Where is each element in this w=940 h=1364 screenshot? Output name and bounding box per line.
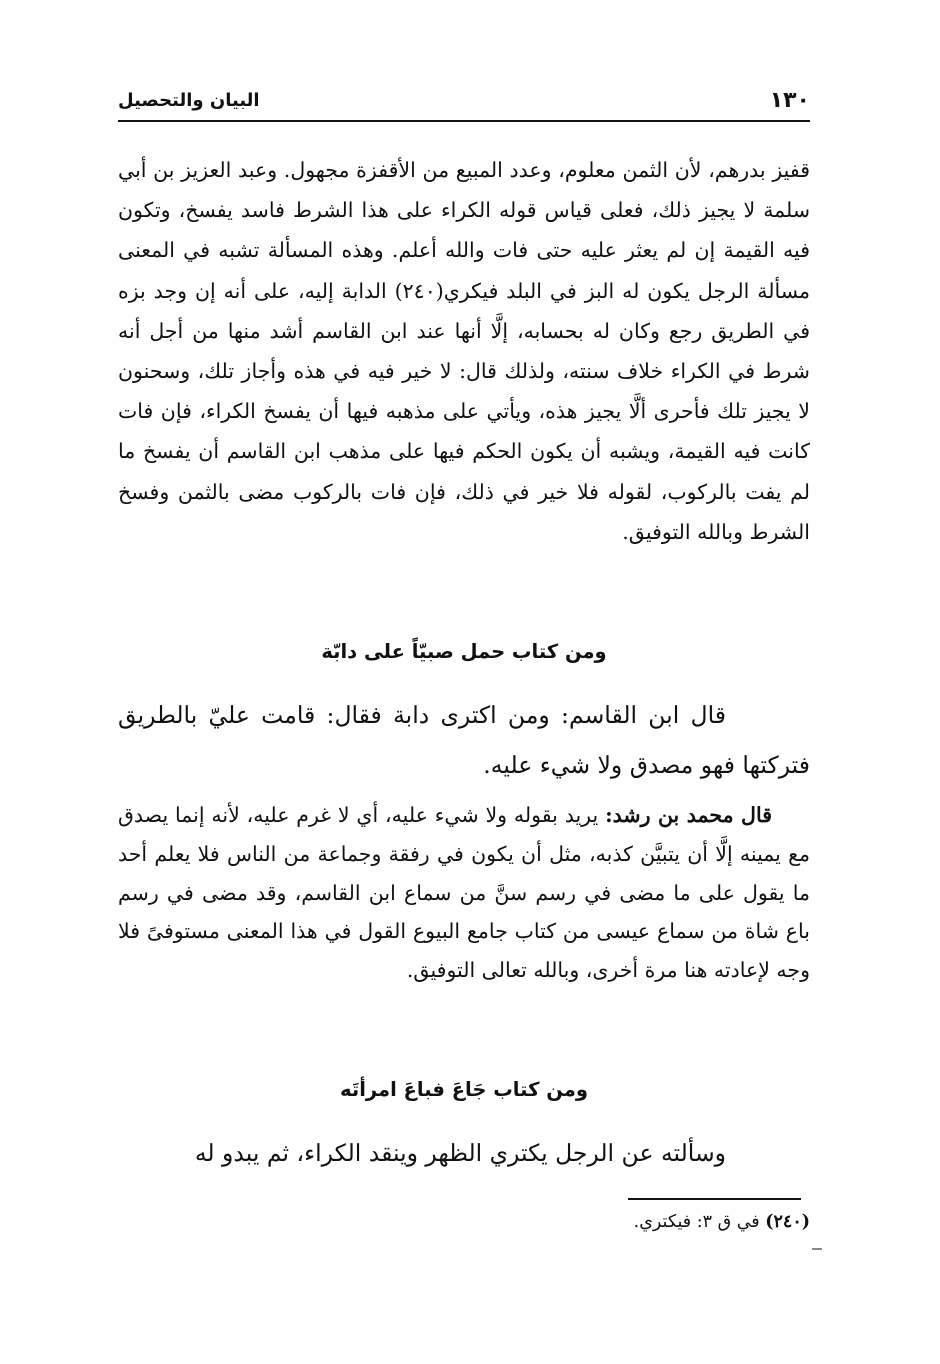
body-paragraph-2 xyxy=(118,690,810,790)
paragraph-3-text: يريد بقوله ولا شيء عليه، أي لا غرم عليه، لأنه إنما يصدق مع يمينه إلَّا أن يتبيَّن كذبه، مثل أن يكون في رفقة وجماعة من الناس فلا يعلم أحد ما يقول على ما مضى في رسم سنَّ من سماع ابن القاسم، وقد مضى في رسم باع شاة من سماع عيسى من كتاب جامع البيوع القول في هذا المعنى مستوفىً فلا وجه لإعادته هنا مرة أخرى، وبالله تعالى التوفيق. xyxy=(118,803,810,983)
body-paragraph-4 xyxy=(118,1128,810,1178)
footnote xyxy=(634,1212,810,1232)
footnote-number: (٢٤٠) xyxy=(765,1212,810,1232)
section-heading-2: ومن كتاب جَاعَ فباعَ امرأتَه xyxy=(340,1078,588,1101)
paragraph-2-text: قال ابن القاسم: ومن اكترى دابة فقال: قامت عليّ بالطريق فتركتها فهو مصدق ولا شيء عليه. xyxy=(118,701,810,779)
footnote-text: في ق ٣: فيكتري. xyxy=(633,1212,760,1232)
running-title: البيان والتحصيل xyxy=(118,90,260,111)
header-rule xyxy=(118,120,810,122)
commentator-lead: قال محمد بن رشد: xyxy=(605,803,772,827)
body-paragraph-3 xyxy=(118,796,810,990)
footnote-rule xyxy=(628,1198,801,1200)
page-number: ١٣٠ xyxy=(769,88,810,113)
running-head xyxy=(118,84,810,122)
body-paragraph-1: قفيز بدرهم، لأن الثمن معلوم، وعدد المبيع من الأقفزة مجهول. وعبد العزيز بن أبي سلمة لا يجيز ذلك، فعلى قياس قوله الكراء على هذا الشرط فاسد يفسخ، وتكون فيه القيمة إن لم يعثر عليه حتى فات والله أعلم. وهذه المسألة تشبه في المعنى مسألة الرجل يكون له البز في البلد فيكري(٢٤٠) الدابة إليه، على أنه إن وجد بزه في الطريق رجع وكان له بحسابه، إلَّا أنها عند ابن القاسم أشد منها من أجل أنه شرط في الكراء خلاف سنته، ولذلك قال: لا خير فيه في هذه وأجاز تلك، وسحنون لا يجيز تلك فأحرى ألَّا يجيز هذه، ويأتي على مذهبه فيها أن يفسخ الكراء، فإن فات كانت فيه القيمة، ويشبه أن يكون الحكم فيها على مذهب ابن القاسم أن يفسخ ما لم يفت بالركوب، لقوله فلا خير في ذلك، فإن فات بالركوب مضى بالثمن وفسخ الشرط وبالله التوفيق. xyxy=(118,158,810,544)
paragraph-4-text: وسألته عن الرجل يكتري الظهر وينقد الكراء، ثم يبدو له xyxy=(194,1139,726,1167)
scan-edge-mark xyxy=(812,1248,822,1250)
section-heading-1: ومن كتاب حمل صبيّاً على دابّة xyxy=(321,640,607,663)
